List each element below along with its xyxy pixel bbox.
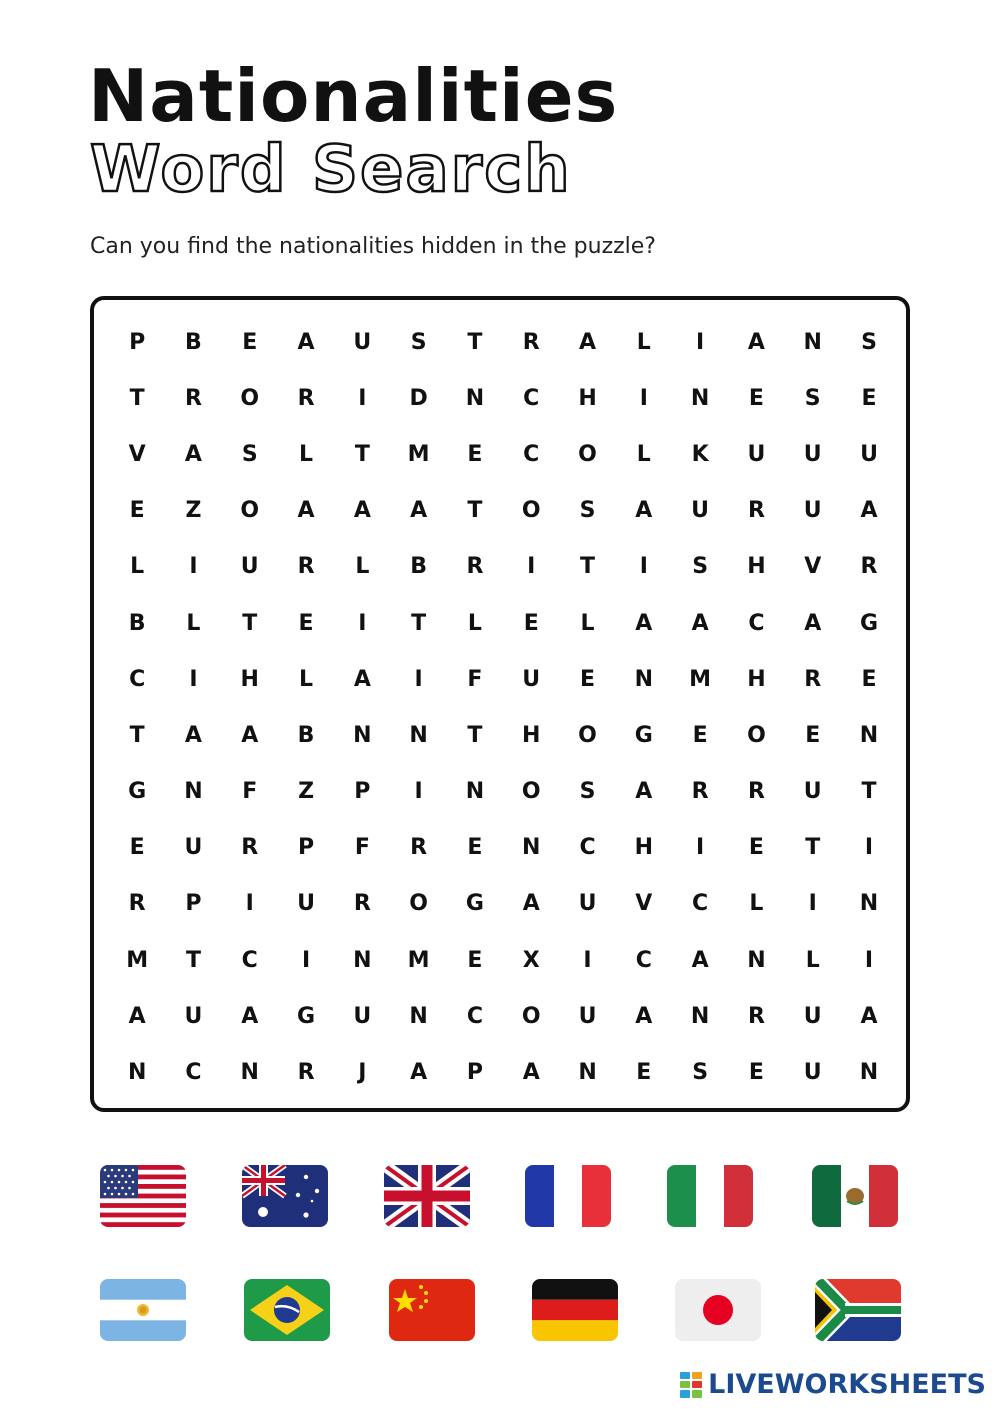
grid-letter: L (467, 610, 482, 636)
instruction-text: Can you find the nationalities hidden in the puzzle? (90, 234, 656, 259)
grid-letter: R (128, 891, 146, 917)
grid-letter: X (522, 947, 540, 973)
grid-letter: I (864, 947, 874, 973)
grid-letter: U (522, 666, 541, 692)
grid-letter: M (689, 666, 712, 692)
grid-letter: T (805, 835, 821, 861)
grid-letter: O (521, 779, 541, 805)
grid-letter: A (579, 329, 597, 355)
grid-letter: T (467, 722, 483, 748)
grid-letter: G (634, 722, 653, 748)
grid-letter: P (129, 329, 146, 355)
grid-letter: A (522, 1060, 540, 1086)
grid-letter: I (245, 891, 254, 917)
grid-letter: L (299, 441, 314, 467)
grid-letter: T (354, 441, 370, 467)
grid-letter: B (410, 554, 428, 580)
grid-letter: G (297, 1003, 316, 1029)
grid-letter: N (465, 779, 485, 805)
grid-letter: A (353, 666, 371, 692)
grid-letter: U (184, 1003, 203, 1029)
grid-letter: A (353, 498, 371, 524)
grid-letter: E (861, 666, 877, 692)
grid-letter: N (127, 1060, 147, 1086)
grid-letter: M (407, 441, 430, 467)
grid-letter: S (410, 329, 427, 355)
italy-flag-icon (667, 1165, 753, 1227)
grid-letter: R (747, 779, 765, 805)
grid-letter: H (747, 666, 766, 692)
grid-letter: F (467, 666, 483, 692)
grid-letter: U (803, 779, 822, 805)
grid-letter: B (185, 329, 202, 355)
grid-letter: I (414, 779, 423, 805)
page-title: Nationalities (88, 54, 619, 138)
grid-letter: I (583, 947, 592, 973)
grid-letter: E (523, 610, 539, 636)
grid-letter: S (241, 441, 258, 467)
grid-letter: I (189, 554, 198, 580)
grid-letter: E (748, 385, 764, 411)
grid-letter: N (859, 1060, 879, 1086)
grid-letter: R (297, 554, 315, 580)
grid-letter: S (579, 498, 596, 524)
grid-letter: A (691, 947, 709, 973)
grid-letter: R (241, 835, 259, 861)
brazil-flag-icon (244, 1279, 330, 1341)
grid-letter: O (240, 498, 260, 524)
grid-letter: L (805, 947, 820, 973)
grid-letter: I (808, 891, 817, 917)
grid-letter: E (580, 666, 596, 692)
grid-letter: R (297, 1060, 315, 1086)
grid-letter: N (803, 329, 822, 355)
grid-letter: N (409, 722, 428, 748)
grid-letter: U (578, 1003, 597, 1029)
grid-letter: T (242, 610, 258, 636)
grid-letter: R (522, 329, 540, 355)
grid-letter: A (635, 498, 653, 524)
grid-letter: A (410, 1060, 428, 1086)
grid-letter: V (635, 891, 653, 917)
grid-letter: T (467, 498, 483, 524)
grid-letter: N (578, 1060, 597, 1086)
grid-letter: V (804, 554, 822, 580)
grid-letter: H (747, 554, 766, 580)
grid-letter: F (242, 779, 258, 805)
grid-letter: N (859, 722, 879, 748)
china-flag-icon (389, 1279, 475, 1341)
grid-letter: U (860, 441, 878, 467)
grid-letter: I (301, 947, 311, 973)
grid-letter: H (578, 385, 597, 411)
grid-letter: A (297, 329, 315, 355)
grid-letter: A (184, 441, 202, 467)
grid-letter: B (128, 610, 146, 636)
grid-letter: C (241, 947, 258, 973)
grid-letter: M (126, 947, 149, 973)
grid-letter: A (128, 1003, 146, 1029)
grid-letter: L (749, 891, 764, 917)
grid-letter: U (803, 498, 822, 524)
letter-grid (109, 314, 897, 1101)
grid-letter: I (358, 385, 367, 411)
argentina-flag-icon (100, 1279, 186, 1341)
grid-letter: E (805, 722, 821, 748)
grid-letter: G (859, 610, 879, 636)
grid-letter: T (411, 610, 427, 636)
grid-letter: U (747, 441, 766, 467)
grid-letter: N (409, 1003, 428, 1029)
grid-letter: N (465, 385, 485, 411)
grid-letter: T (861, 779, 877, 805)
grid-letter: A (241, 1003, 259, 1029)
grid-letter: P (466, 1060, 483, 1086)
page-subtitle: Word Search (90, 133, 572, 207)
grid-letter: A (635, 1003, 653, 1029)
grid-letter: R (747, 1003, 765, 1029)
grid-letter: N (634, 666, 654, 692)
grid-letter: Z (298, 779, 315, 805)
word-search-grid (90, 296, 910, 1112)
grid-letter: U (353, 329, 372, 355)
grid-letter: N (690, 1003, 710, 1029)
grid-letter: O (747, 722, 766, 748)
grid-letter: L (636, 441, 651, 467)
grid-letter: C (692, 891, 709, 917)
grid-letter: C (635, 947, 652, 973)
grid-letter: E (861, 385, 877, 411)
grid-letter: R (747, 498, 765, 524)
grid-letter: A (860, 1003, 878, 1029)
grid-letter: N (522, 835, 541, 861)
grid-letter: A (410, 498, 428, 524)
grid-letter: N (690, 385, 710, 411)
grid-letter: G (128, 779, 147, 805)
grid-letter: S (692, 1060, 709, 1086)
footer-brand (680, 1369, 986, 1400)
grid-letter: N (184, 779, 203, 805)
mexico-flag-icon (812, 1165, 898, 1227)
grid-letter: E (748, 835, 764, 861)
grid-letter: C (523, 385, 540, 411)
grid-letter: O (409, 891, 428, 917)
grid-letter: T (467, 329, 483, 355)
grid-letter: H (522, 722, 541, 748)
grid-letter: R (410, 835, 428, 861)
south-africa-flag-icon (815, 1279, 901, 1341)
grid-letter: V (128, 441, 146, 467)
grid-letter: C (129, 666, 146, 692)
grid-letter: U (803, 1003, 822, 1029)
grid-letter: O (240, 385, 260, 411)
grid-letter: N (353, 722, 372, 748)
grid-letter: H (634, 835, 654, 861)
grid-letter: R (353, 891, 371, 917)
grid-letter: R (466, 554, 484, 580)
grid-letter: M (407, 947, 430, 973)
grid-letter: T (185, 947, 201, 973)
grid-letter: L (299, 666, 314, 692)
grid-letter: I (864, 835, 874, 861)
grid-letter: U (184, 835, 203, 861)
grid-letter: L (580, 610, 595, 636)
grid-letter: I (639, 385, 648, 411)
grid-letter: G (465, 891, 484, 917)
grid-letter: E (129, 835, 145, 861)
grid-letter: U (578, 891, 597, 917)
grid-letter: A (635, 610, 653, 636)
grid-letter: F (354, 835, 370, 861)
grid-letter: I (527, 554, 536, 580)
grid-letter: I (189, 666, 198, 692)
grid-letter: A (635, 779, 653, 805)
grid-letter: E (467, 947, 483, 973)
grid-letter: I (696, 329, 705, 355)
grid-letter: B (297, 722, 315, 748)
grid-letter: U (803, 1060, 822, 1086)
grid-letter: C (748, 610, 765, 636)
liveworksheets-logo-icon (680, 1372, 702, 1398)
grid-letter: L (186, 610, 201, 636)
grid-letter: I (414, 666, 423, 692)
grid-letter: O (578, 722, 597, 748)
grid-letter: C (579, 835, 596, 861)
grid-letter: E (748, 1060, 764, 1086)
usa-flag-icon (100, 1165, 186, 1227)
grid-letter: C (523, 441, 540, 467)
grid-letter: P (354, 779, 371, 805)
grid-letter: L (355, 554, 370, 580)
grid-letter: L (130, 554, 145, 580)
grid-letter: L (636, 329, 651, 355)
grid-letter: U (240, 554, 259, 580)
grid-letter: R (804, 666, 822, 692)
grid-letter: I (358, 610, 367, 636)
grid-letter: R (184, 385, 202, 411)
grid-letter: A (747, 329, 765, 355)
grid-letter: S (579, 779, 596, 805)
grid-letter: E (242, 329, 258, 355)
grid-letter: H (240, 666, 259, 692)
grid-letter: E (636, 1060, 652, 1086)
grid-letter: S (692, 554, 709, 580)
grid-letter: E (692, 722, 708, 748)
grid-letter: U (691, 498, 710, 524)
grid-letter: S (861, 329, 877, 355)
grid-letter: T (580, 554, 596, 580)
grid-letter: A (691, 610, 709, 636)
grid-letter: T (129, 722, 145, 748)
grid-letter: A (241, 722, 259, 748)
grid-letter: R (297, 385, 315, 411)
grid-letter: N (240, 1060, 259, 1086)
grid-letter: A (522, 891, 540, 917)
germany-flag-icon (532, 1279, 618, 1341)
grid-letter: N (859, 891, 879, 917)
grid-letter: O (521, 1003, 541, 1029)
grid-letter: U (297, 891, 315, 917)
grid-letter: U (803, 441, 822, 467)
grid-letter: A (804, 610, 822, 636)
grid-letter: E (467, 835, 483, 861)
grid-letter: E (129, 498, 145, 524)
grid-letter: N (353, 947, 372, 973)
grid-letter: S (804, 385, 821, 411)
grid-letter: K (691, 441, 709, 467)
footer-brand-text: LIVEWORKSHEETS (708, 1369, 986, 1400)
grid-letter: O (578, 441, 597, 467)
grid-letter: Z (185, 498, 202, 524)
grid-letter: R (691, 779, 709, 805)
grid-letter: I (639, 554, 648, 580)
grid-letter: J (358, 1060, 367, 1086)
grid-letter: C (185, 1060, 202, 1086)
grid-letter: P (185, 891, 202, 917)
grid-letter: T (129, 385, 145, 411)
grid-letter: O (521, 498, 541, 524)
grid-letter: E (298, 610, 314, 636)
grid-letter: A (297, 498, 315, 524)
grid-letter: R (860, 554, 878, 580)
grid-letter: E (467, 441, 483, 467)
france-flag-icon (525, 1165, 611, 1227)
grid-letter: U (353, 1003, 372, 1029)
australia-flag-icon (242, 1165, 328, 1227)
grid-letter: A (184, 722, 202, 748)
grid-letter: C (466, 1003, 483, 1029)
grid-letter: P (297, 835, 315, 861)
grid-letter: A (860, 498, 878, 524)
grid-letter: I (696, 835, 705, 861)
japan-flag-icon (675, 1279, 761, 1341)
grid-letter: N (747, 947, 766, 973)
uk-flag-icon (384, 1165, 470, 1227)
grid-letter: D (409, 385, 428, 411)
